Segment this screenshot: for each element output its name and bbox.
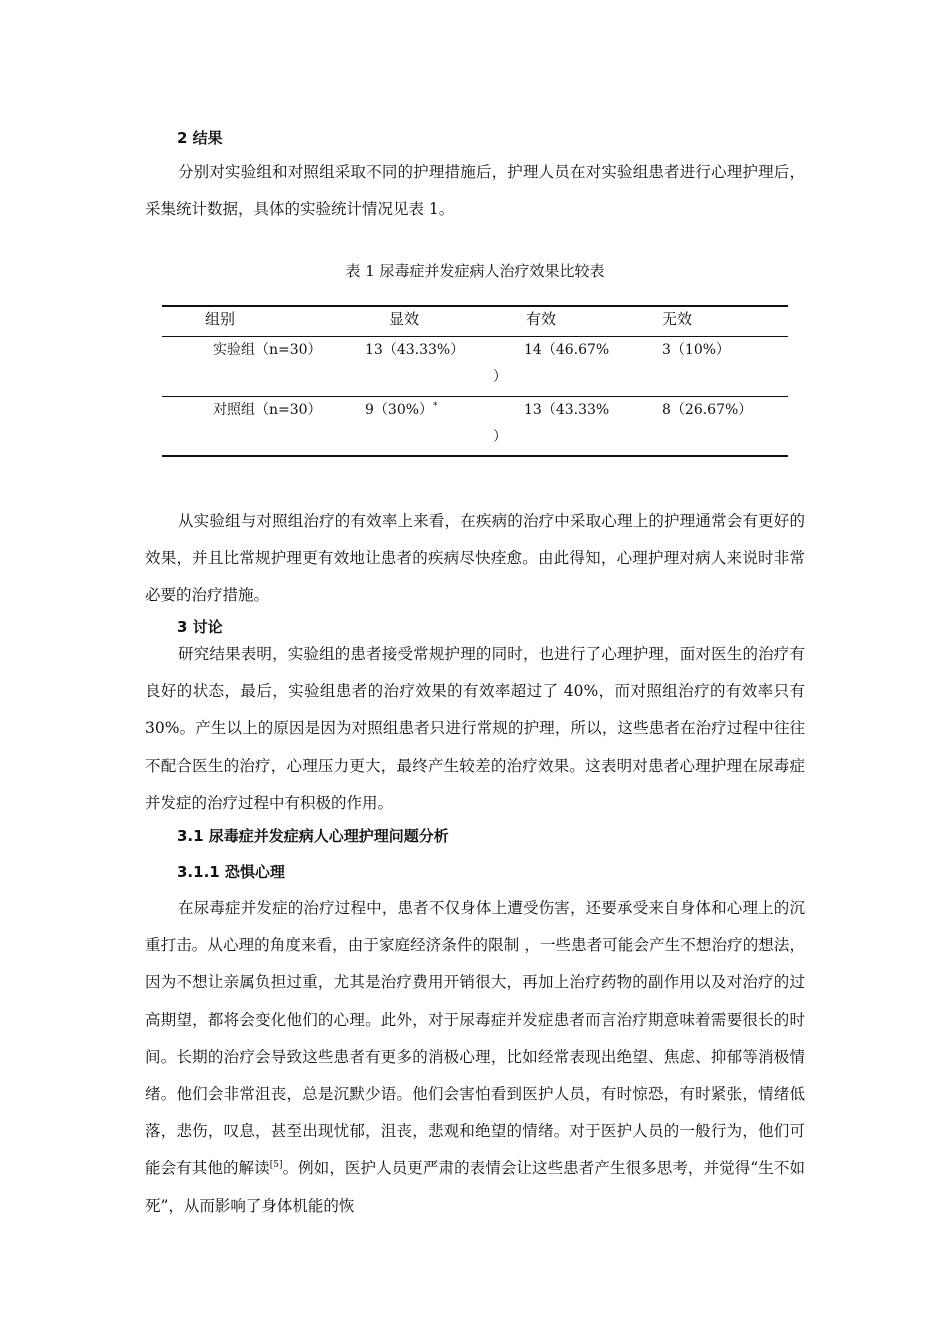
section-3-heading: 3 讨论	[177, 618, 223, 636]
section-3-1-1-heading: 3.1.1 恐惧心理	[177, 863, 285, 881]
section-3-1-1-paragraph	[145, 890, 805, 1225]
significance-mark: *	[433, 401, 438, 412]
table-top-rule	[162, 305, 788, 307]
row-2-group: 对照组（n=30）	[213, 402, 322, 418]
row-2-marked	[365, 401, 438, 419]
paragraph-text: 在尿毒症并发症的治疗过程中，患者不仅身体上遭受伤害，还要承受来自身体和心理上的沉重打击。从心理的角度来看，由于家庭经济条件的限制 ，一些患者可能会产生不想治疗的想法，因为不想让亲属负担过重，尤其是治疗费用开销很大，再加上治疗药物的副作用以及对治疗的过高期望，都将会变化他们的心理。此外，对于尿毒症并发症患者而言治疗期意味着需要很长的时间。长期的治疗会导致这些患者有更多的消极心理，比如经常表现出绝望、焦虑、抑郁等消极情绪。他们会非常沮丧，总是沉默少语。他们会害怕看到医护人员，有时惊恐，有时紧张，情绪低落，悲伤，叹息，甚至出现忧郁，沮丧，悲观和绝望的情绪。对于医护人员的一般行为，他们可能会有其他的解读	[145, 899, 805, 1178]
citation-ref: [5]	[269, 1160, 283, 1171]
row-1-effective-close: ）	[493, 369, 507, 385]
row-2-invalid: 8（26.67%）	[662, 402, 753, 418]
paragraph-text-cont: 。例如，医护人员更严肃的表情会让这些患者产生很多思考，并觉得“生不如死”，从而影响了身体机能的恢	[145, 1159, 805, 1215]
table-bottom-rule	[162, 455, 788, 457]
section-3-paragraph: 研究结果表明，实验组的患者接受常规护理的同时，也进行了心理护理，面对医生的治疗有良好的状态，最后，实验组患者的治疗效果的有效率超过了 40%，而对照组治疗的有效率只有 30%。产生以上的原因是因为对照组患者只进行常规的护理，所以，这些患者在治疗过程中往往不配合医生的治疗，心理压力更大，最终产生较差的治疗效果。这表明对患者心理护理在尿毒症并发症的治疗过程中有积极的作用。	[145, 645, 805, 812]
section-2-heading: 2 结果	[177, 129, 223, 147]
row-1-invalid: 3（10%）	[662, 342, 731, 358]
section-3-1-heading: 3.1 尿毒症并发症病人心理护理问题分析	[177, 827, 449, 845]
after-table-paragraph: 从实验组与对照组治疗的有效率上来看，在疾病的治疗中采取心理上的护理通常会有更好的效果，并且比常规护理更有效地让患者的疾病尽快痊愈。由此得知，心理护理对病人来说时非常必要的治疗措施。	[145, 512, 805, 605]
row-2-marked-value: 9（30%）	[365, 402, 434, 418]
table-caption: 表 1 尿毒症并发症病人治疗效果比较表	[345, 262, 605, 280]
row-1-marked: 13（43.33%）	[365, 342, 465, 358]
row-2-effective: 13（43.33%	[524, 402, 610, 418]
header-group: 组别	[205, 310, 236, 328]
header-invalid: 无效	[662, 310, 693, 328]
table-header-rule	[162, 336, 788, 337]
row-2-effective-close: ）	[493, 429, 507, 445]
section-2-intro: 分别对实验组和对照组采取不同的护理措施后，护理人员在对实验组患者进行心理护理后，采集统计数据，具体的实验统计情况见表 1。	[145, 163, 805, 219]
row-1-group: 实验组（n=30）	[213, 342, 322, 358]
row-1-effective: 14（46.67%	[524, 342, 610, 358]
header-effective: 有效	[526, 310, 557, 328]
table-row-rule	[162, 396, 788, 397]
header-marked: 显效	[389, 310, 420, 328]
